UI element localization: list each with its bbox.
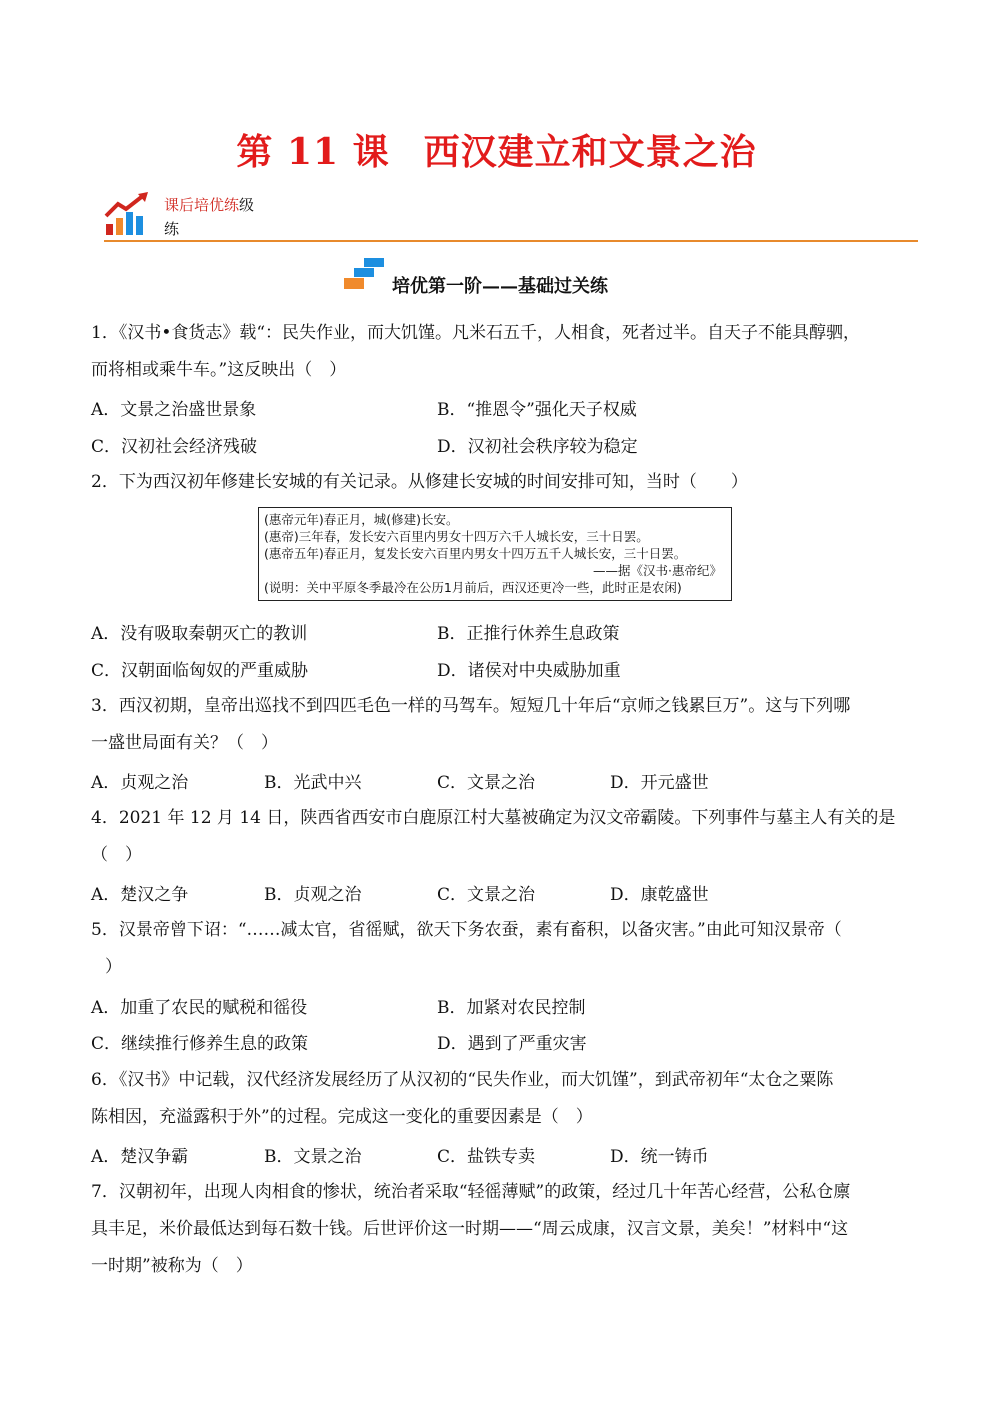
banner-label-line2: 练 (164, 220, 180, 238)
question-2 (91, 464, 903, 501)
question-line: 而将相或乘牛车。”这反映出（ ） (91, 360, 347, 380)
stairs-icon (342, 258, 386, 292)
option-a: A．文景之治盛世景象 (91, 400, 257, 420)
question-line: 5．汉景帝曾下诏：“……减太官，省徭赋，欲天下务农蚕，素有畜积，以备灾害。”由此可知汉景帝（ (91, 920, 842, 940)
option-d: D．诸侯对中央威胁加重 (437, 661, 621, 681)
option-a: A．没有吸取秦朝灭亡的教训 (91, 624, 308, 644)
option-b: B．加紧对农民控制 (437, 998, 586, 1018)
option-c: C．汉初社会经济残破 (91, 437, 258, 457)
option-d: D．康乾盛世 (610, 885, 709, 905)
option-d: D．汉初社会秩序较为稳定 (437, 437, 638, 457)
quote-note: (说明：关中平原冬季最冷在公历1月前后，西汉还更冷一些，此时正是农闲) (264, 580, 682, 595)
page-title (0, 124, 993, 175)
option-c: C．盐铁专卖 (437, 1147, 536, 1167)
option-c: C．汉朝面临匈奴的严重威胁 (91, 661, 309, 681)
option-b: B．“推恩令”强化天子权威 (437, 400, 637, 420)
section-title: 培优第一阶——基础过关练 (392, 276, 608, 297)
quote-line: (惠帝五年)春正月，复发长安六百里内男女十四万五千人城长安，三十日罢。 (264, 546, 687, 561)
title-lesson-name: 西汉建立和文景之治 (423, 131, 757, 173)
source-quote-box (258, 507, 732, 601)
option-b: B．贞观之治 (264, 885, 362, 905)
question-line: 陈相因，充溢露积于外”的过程。完成这一变化的重要因素是（ ） (91, 1107, 593, 1127)
question-3 (91, 688, 903, 762)
section-header (0, 258, 993, 298)
question-line: （ ） (91, 845, 142, 865)
banner-label: 课后培优练级 (164, 196, 255, 214)
question-line: 7．汉朝初年，出现人肉相食的惨状，统治者采取“轻徭薄赋”的政策，经过几十年苦心经营，公私仓廪 (91, 1182, 851, 1202)
quote-line: (惠帝元年)春正月，城(修建)长安。 (264, 512, 459, 527)
question-line: 2．下为西汉初年修建长安城的有关记录。从修建长安城的时间安排可知，当时（ ） (91, 472, 748, 492)
question-line: 一时期”被称为（ ） (91, 1256, 253, 1276)
option-c: C．继续推行修养生息的政策 (91, 1034, 309, 1054)
option-b: B．正推行休养生息政策 (437, 624, 620, 644)
question-5 (91, 912, 903, 986)
quote-line: (惠帝)三年春，发长安六百里内男女十四万六千人城长安，三十日罢。 (264, 529, 649, 544)
question-line: 4．2021 年 12 月 14 日，陕西省西安市白鹿原江村大墓被确定为汉文帝霸陵。下列事件与墓主人有关的是 (91, 808, 896, 828)
banner-divider (104, 240, 918, 242)
option-d: D．开元盛世 (610, 773, 709, 793)
question-line: 6．《汉书》中记载，汉代经济发展经历了从汉初的“民失作业，而大饥馑”，到武帝初年“太仓之粟陈 (91, 1070, 834, 1090)
option-b: B．光武中兴 (264, 773, 362, 793)
option-a: A．楚汉之争 (91, 885, 189, 905)
exercise-banner (104, 192, 918, 242)
question-line: 1．《汉书•食货志》载“：民失作业，而大饥馑。凡米石五千，人相食，死者过半。自天子不能具醇驷， (91, 323, 861, 343)
option-c: C．文景之治 (437, 885, 536, 905)
option-d: D．统一铸币 (610, 1147, 709, 1167)
option-c: C．文景之治 (437, 773, 536, 793)
question-line: ） (105, 957, 122, 977)
question-line: 一盛世局面有关？（ ） (91, 733, 278, 753)
question-line: 具丰足，米价最低达到每石数十钱。后世评价这一时期——“周云成康，汉言文景，美矣！”材料中“这 (91, 1219, 849, 1239)
option-d: D．遇到了严重灾害 (437, 1034, 587, 1054)
option-b: B．文景之治 (264, 1147, 362, 1167)
growth-chart-icon (104, 192, 152, 236)
quote-source: ——据《汉书·惠帝纪》 (593, 563, 722, 578)
question-7 (91, 1174, 903, 1285)
question-line: 3．西汉初期，皇帝出巡找不到四匹毛色一样的马驾车。短短几十年后“京师之钱累巨万”。这与下列哪 (91, 696, 851, 716)
question-1 (91, 315, 903, 389)
question-6 (91, 1062, 903, 1136)
title-lesson-number: 第 11 课 (236, 131, 390, 173)
option-a: A．贞观之治 (91, 773, 189, 793)
question-4 (91, 800, 903, 874)
option-a: A．加重了农民的赋税和徭役 (91, 998, 308, 1018)
option-a: A．楚汉争霸 (91, 1147, 189, 1167)
